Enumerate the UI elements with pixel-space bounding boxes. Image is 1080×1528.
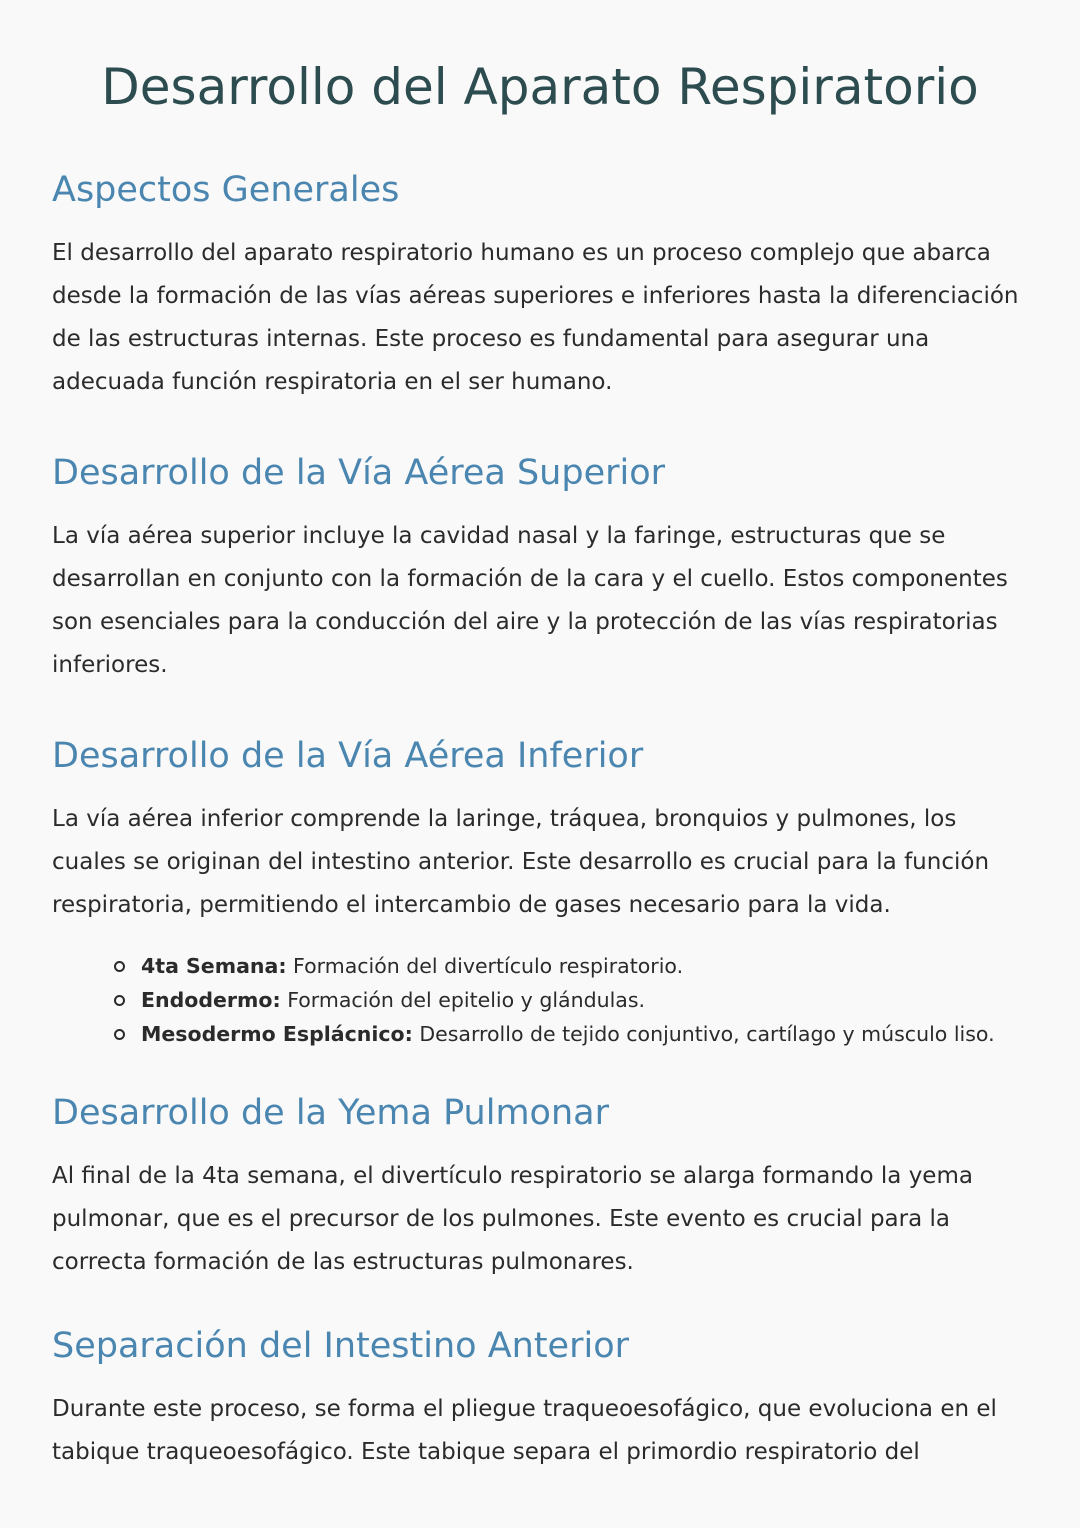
section-heading-via-aerea-superior: Desarrollo de la Vía Aérea Superior	[52, 453, 666, 493]
section-heading-yema-pulmonar: Desarrollo de la Yema Pulmonar	[52, 1093, 609, 1133]
circle-bullet-icon	[114, 995, 125, 1006]
section-heading-separacion-intestino: Separación del Intestino Anterior	[52, 1326, 630, 1366]
list-item-term: Endodermo:	[141, 988, 281, 1012]
list-item-term: Mesodermo Esplácnico:	[141, 1022, 413, 1046]
list-item	[114, 1017, 1028, 1051]
circle-bullet-icon	[114, 1029, 125, 1040]
page-title: Desarrollo del Aparato Respiratorio	[101, 58, 979, 116]
section-paragraph-via-aerea-superior: La vía aérea superior incluye la cavidad nasal y la faringe, estructuras que se desarrollan en conjunto con la formación de la cara y el cuello. Estos componentes son esenciales para la conducción del aire y la protección de las vías respiratorias inferiores.	[52, 523, 1008, 678]
section-heading-via-aerea-inferior: Desarrollo de la Vía Aérea Inferior	[52, 736, 644, 776]
list-item	[114, 949, 1028, 983]
section-paragraph-via-aerea-inferior: La vía aérea inferior comprende la laringe, tráquea, bronquios y pulmones, los cuales se originan del intestino anterior. Este desarrollo es crucial para la función respiratoria, permitiendo el intercambio de gases necesario para la vida.	[52, 806, 990, 918]
bullet-list	[52, 949, 1028, 1051]
list-item-term: 4ta Semana:	[141, 954, 287, 978]
list-item-text: Formación del divertículo respiratorio.	[286, 954, 684, 978]
section-paragraph-separacion-intestino: Durante este proceso, se forma el pliegue traqueoesofágico, que evoluciona en el tabique traqueoesofágico. Este tabique separa el primordio respiratorio del	[52, 1396, 997, 1465]
circle-bullet-icon	[114, 961, 125, 972]
section-paragraph-yema-pulmonar: Al final de la 4ta semana, el divertículo respiratorio se alarga formando la yema pulmonar, que es el precursor de los pulmones. Este evento es crucial para la correcta formación de las estructuras pulmonares.	[52, 1163, 973, 1275]
list-item-text: Desarrollo de tejido conjuntivo, cartílago y músculo liso.	[412, 1022, 995, 1046]
list-item	[114, 983, 1028, 1017]
section-heading-aspectos-generales: Aspectos Generales	[52, 170, 400, 210]
list-item-text: Formación del epitelio y glándulas.	[280, 988, 646, 1012]
section-paragraph-aspectos-generales: El desarrollo del aparato respiratorio humano es un proceso complejo que abarca desde la formación de las vías aéreas superiores e inferiores hasta la diferenciación de las estructuras internas. Este proceso es fundamental para asegurar una adecuada función respiratoria en el ser humano.	[52, 240, 1019, 395]
